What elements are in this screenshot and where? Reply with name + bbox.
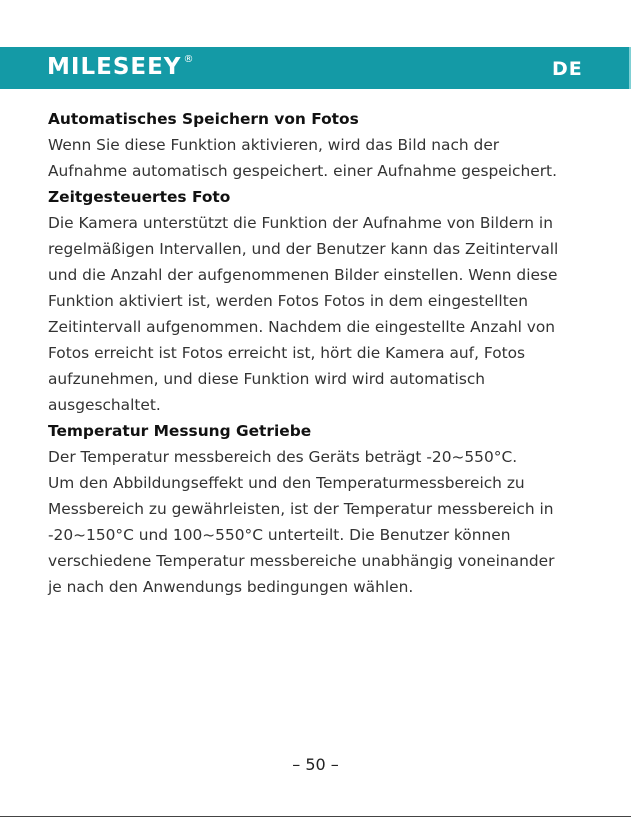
brand-logo (47, 54, 194, 80)
body-line: Funktion aktiviert ist, werden Fotos Fotos in dem eingestellten (48, 292, 528, 310)
body-line: -20~150°C und 100~550°C unterteilt. Die Benutzer können (48, 526, 511, 544)
page-content (48, 106, 593, 600)
body-line: und die Anzahl der aufgenommenen Bilder einstellen. Wenn diese (48, 266, 558, 284)
registered-mark: ® (183, 54, 195, 66)
body-line: ausgeschaltet. (48, 396, 161, 414)
body-line: Fotos erreicht ist Fotos erreicht ist, hört die Kamera auf, Fotos (48, 344, 526, 362)
section-heading: Automatisches Speichern von Fotos (48, 110, 359, 128)
body-line: Um den Abbildungseffekt und den Temperaturmessbereich zu (48, 474, 525, 492)
body-line: aufzunehmen, und diese Funktion wird wird automatisch (48, 370, 486, 388)
section-heading: Temperatur Messung Getriebe (48, 422, 312, 440)
section-heading: Zeitgesteuertes Foto (48, 188, 231, 206)
body-line: Zeitintervall aufgenommen. Nachdem die eingestellte Anzahl von (48, 318, 556, 336)
bottom-rule (0, 816, 631, 817)
page-number: – 50 – (292, 755, 339, 774)
body-line: Aufnahme automatisch gespeichert. einer Aufnahme gespeichert. (48, 162, 557, 180)
body-line: Wenn Sie diese Funktion aktivieren, wird das Bild nach der (48, 136, 500, 154)
brand-name: MILESEEY (47, 54, 182, 80)
body-line: Die Kamera unterstützt die Funktion der Aufnahme von Bildern in (48, 214, 553, 232)
body-line: Messbereich zu gewährleisten, ist der Temperatur messbereich in (48, 500, 554, 518)
body-line: je nach den Anwendungs bedingungen wählen. (48, 578, 414, 596)
body-line: Der Temperatur messbereich des Geräts beträgt -20~550°C. (48, 448, 518, 466)
body-line: verschiedene Temperatur messbereiche unabhängig voneinander (48, 552, 555, 570)
body-line: regelmäßigen Intervallen, und der Benutzer kann das Zeitintervall (48, 240, 559, 258)
language-code: DE (552, 58, 583, 80)
